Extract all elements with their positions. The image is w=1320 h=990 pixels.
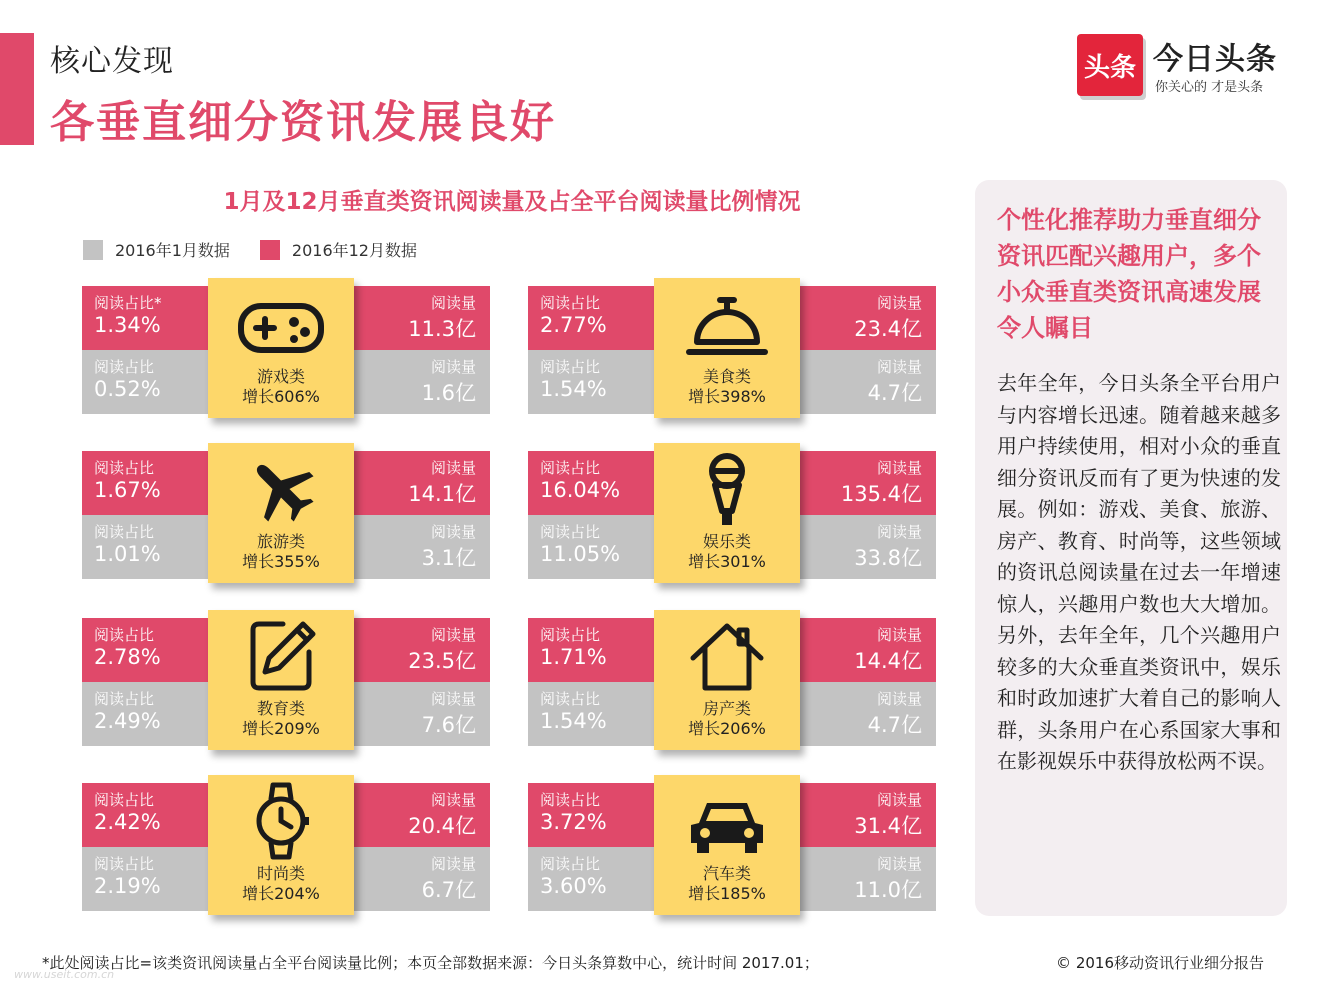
microphone-icon [677, 449, 777, 529]
ratio-jan: 1.54% [540, 377, 607, 401]
reads-label-dec: 阅读量 [430, 459, 476, 477]
ratio-label-dec: 阅读占比 [94, 791, 155, 809]
reads-jan: 3.1亿 [421, 546, 476, 570]
reads-dec: 31.4亿 [854, 814, 922, 838]
pencil-edit-icon [231, 616, 331, 696]
ratio-label-dec: 阅读占比 [94, 459, 155, 477]
food-cloche-icon [677, 284, 777, 364]
page-headline: 各垂直细分资讯发展良好 [50, 97, 556, 148]
reads-jan: 4.7亿 [867, 713, 922, 737]
airplane-icon [231, 449, 331, 529]
watermark: www.useit.com.cn [14, 968, 115, 981]
reads-jan: 1.6亿 [421, 381, 476, 405]
category-card-food [528, 278, 936, 440]
ratio-jan: 2.19% [94, 874, 161, 898]
category-card-realestate [528, 610, 936, 772]
category-growth: 增长606% [242, 387, 320, 406]
category-name: 时尚类 [256, 864, 305, 883]
category-card-entertainment [528, 443, 936, 605]
insight-panel [975, 180, 1287, 916]
house-icon [677, 616, 777, 696]
category-name: 旅游类 [256, 532, 305, 551]
category-card-auto [528, 775, 936, 937]
reads-label-jan: 阅读量 [430, 855, 476, 873]
logo-slogan: 你关心的 才是头条 [1155, 80, 1264, 95]
reads-dec: 11.3亿 [408, 317, 476, 341]
ratio-dec: 3.72% [540, 810, 607, 834]
ratio-label-jan: 阅读占比 [540, 855, 601, 873]
section-label: 核心发现 [50, 44, 174, 79]
header-accent-bar [0, 33, 34, 145]
ratio-jan: 3.60% [540, 874, 607, 898]
gamepad-icon [231, 284, 331, 364]
reads-label-jan: 阅读量 [430, 523, 476, 541]
category-growth: 增长355% [242, 552, 320, 571]
legend-swatch-jan [83, 240, 103, 260]
category-center-panel [208, 610, 354, 750]
category-name: 娱乐类 [702, 532, 751, 551]
ratio-dec: 1.67% [94, 478, 161, 502]
legend-swatch-dec [260, 240, 280, 260]
category-card-game [82, 278, 490, 440]
reads-label-dec: 阅读量 [876, 791, 922, 809]
ratio-label-jan: 阅读占比 [540, 690, 601, 708]
ratio-jan: 1.01% [94, 542, 161, 566]
reads-dec: 23.4亿 [854, 317, 922, 341]
reads-label-dec: 阅读量 [876, 294, 922, 312]
ratio-label-jan: 阅读占比 [94, 855, 155, 873]
ratio-label-dec: 阅读占比* [94, 294, 162, 312]
category-name: 房产类 [702, 699, 751, 718]
category-center-panel [208, 775, 354, 915]
wristwatch-icon [231, 781, 331, 861]
ratio-dec: 2.42% [94, 810, 161, 834]
ratio-jan: 0.52% [94, 377, 161, 401]
category-growth: 增长301% [688, 552, 766, 571]
legend [83, 238, 417, 261]
reads-jan: 7.6亿 [421, 713, 476, 737]
ratio-label-jan: 阅读占比 [540, 358, 601, 376]
reads-label-jan: 阅读量 [876, 855, 922, 873]
category-growth: 增长209% [242, 719, 320, 738]
category-center-panel [654, 278, 800, 418]
ratio-label-jan: 阅读占比 [94, 358, 155, 376]
reads-dec: 20.4亿 [408, 814, 476, 838]
ratio-jan: 11.05% [540, 542, 621, 566]
reads-dec: 23.5亿 [408, 649, 476, 673]
ratio-dec: 16.04% [540, 478, 621, 502]
reads-jan: 33.8亿 [854, 546, 922, 570]
category-name: 汽车类 [702, 864, 751, 883]
reads-dec: 14.1亿 [408, 482, 476, 506]
ratio-dec: 1.34% [94, 313, 161, 337]
reads-label-dec: 阅读量 [876, 626, 922, 644]
logo-badge: 头条 [1077, 34, 1143, 96]
reads-dec: 135.4亿 [840, 482, 922, 506]
ratio-jan: 1.54% [540, 709, 607, 733]
ratio-label-dec: 阅读占比 [540, 294, 601, 312]
car-icon [677, 781, 777, 861]
logo-name: 今日头条 [1153, 42, 1277, 77]
reads-jan: 11.0亿 [854, 878, 922, 902]
category-growth: 增长204% [242, 884, 320, 903]
toutiao-logo [1077, 32, 1282, 102]
reads-label-jan: 阅读量 [430, 358, 476, 376]
reads-label-jan: 阅读量 [430, 690, 476, 708]
reads-dec: 14.4亿 [854, 649, 922, 673]
category-name: 游戏类 [256, 367, 305, 386]
category-name: 教育类 [256, 699, 305, 718]
category-growth: 增长185% [688, 884, 766, 903]
ratio-label-jan: 阅读占比 [94, 523, 155, 541]
ratio-label-jan: 阅读占比 [540, 523, 601, 541]
ratio-label-dec: 阅读占比 [540, 626, 601, 644]
footnote: *此处阅读占比=该类资讯阅读量占全平台阅读量比例；本页全部数据来源：今日头条算数中心，统计时间 2017.01； [42, 954, 819, 972]
reads-label-dec: 阅读量 [430, 294, 476, 312]
reads-jan: 4.7亿 [867, 381, 922, 405]
reads-label-dec: 阅读量 [430, 791, 476, 809]
ratio-dec: 2.77% [540, 313, 607, 337]
category-name: 美食类 [702, 367, 751, 386]
insight-body: 去年全年，今日头条全平台用户与内容增长迅速。随着越来越多用户持续使用，相对小众的垂直细分资讯反而有了更为快速的发展。例如：游戏、美食、旅游、房产、教育、时尚等，这些领域的资讯总阅读量在过去一年增速惊人，兴趣用户数也大大增加。另外，去年全年，几个兴趣用户较多的大众垂直类资讯中，娱乐和时政加速扩大着自己的影响人群，头条用户在心系国家大事和在影视娱乐中获得放松两不误。 [997, 371, 1281, 773]
reads-label-dec: 阅读量 [876, 459, 922, 477]
ratio-label-dec: 阅读占比 [540, 791, 601, 809]
category-center-panel [208, 443, 354, 583]
ratio-label-dec: 阅读占比 [94, 626, 155, 644]
chart-title: 1月及12月垂直类资讯阅读量及占全平台阅读量比例情况 [223, 189, 801, 215]
reads-label-jan: 阅读量 [876, 358, 922, 376]
category-card-travel [82, 443, 490, 605]
ratio-label-jan: 阅读占比 [94, 690, 155, 708]
category-growth: 增长206% [688, 719, 766, 738]
category-card-fashion [82, 775, 490, 937]
reads-label-dec: 阅读量 [430, 626, 476, 644]
category-card-education [82, 610, 490, 772]
reads-label-jan: 阅读量 [876, 523, 922, 541]
reads-label-jan: 阅读量 [876, 690, 922, 708]
category-center-panel [208, 278, 354, 418]
legend-label-jan: 2016年1月数据 [115, 241, 230, 260]
ratio-dec: 2.78% [94, 645, 161, 669]
reads-jan: 6.7亿 [421, 878, 476, 902]
category-center-panel [654, 443, 800, 583]
category-center-panel [654, 775, 800, 915]
copyright: © 2016移动资讯行业细分报告 [1056, 954, 1264, 972]
ratio-label-dec: 阅读占比 [540, 459, 601, 477]
category-center-panel [654, 610, 800, 750]
ratio-jan: 2.49% [94, 709, 161, 733]
ratio-dec: 1.71% [540, 645, 607, 669]
legend-label-dec: 2016年12月数据 [291, 241, 417, 260]
insight-title: 个性化推荐助力垂直细分资讯匹配兴趣用户，多个小众垂直类资讯高速发展令人瞩目 [997, 206, 1261, 342]
category-growth: 增长398% [688, 387, 766, 406]
